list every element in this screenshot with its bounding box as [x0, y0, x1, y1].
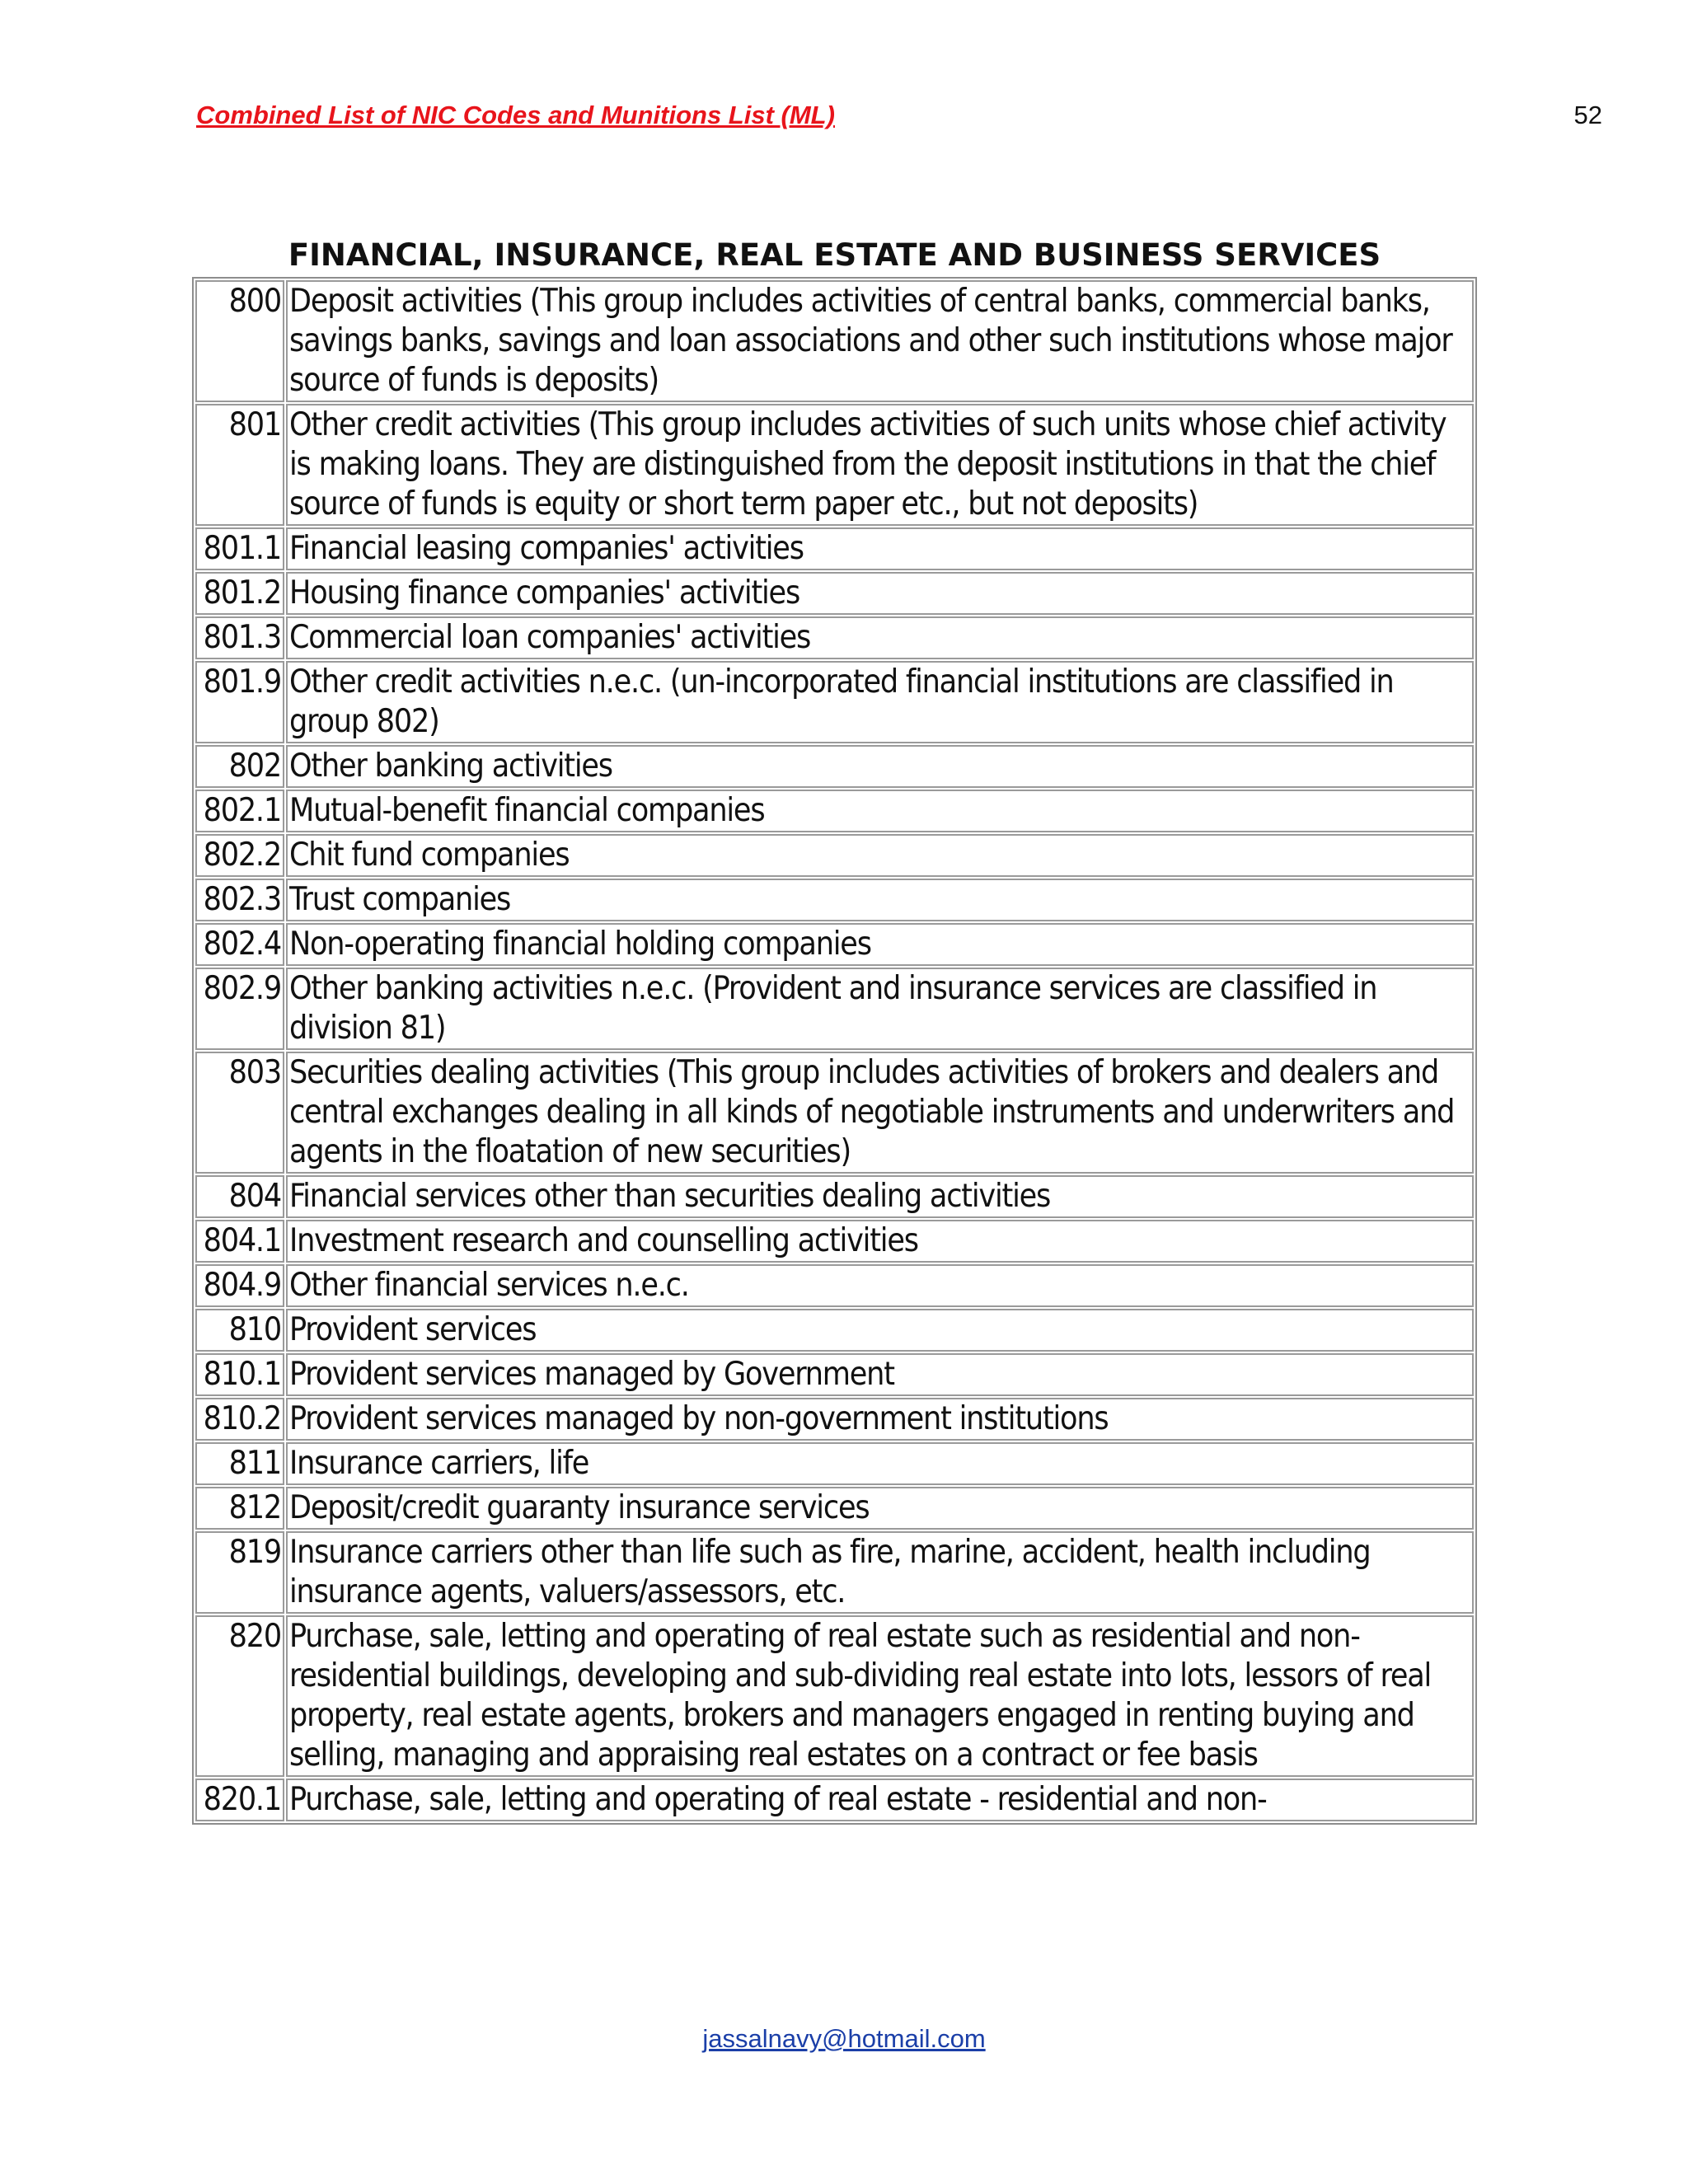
- document-title: Combined List of NIC Codes and Munitions List (ML): [196, 101, 835, 129]
- nic-description-cell: Provident services managed by Government: [286, 1353, 1474, 1396]
- nic-description-cell: Deposit activities (This group includes activities of central banks, commercial banks, savings banks, savings and loan associations and other such institutions whose major source of funds is deposits): [286, 280, 1474, 402]
- nic-code-cell: 801.2: [195, 572, 284, 615]
- nic-description-cell: Financial services other than securities dealing activities: [286, 1175, 1474, 1218]
- table-row: [195, 1175, 1474, 1218]
- nic-description-cell: Insurance carriers other than life such as fire, marine, accident, health including insurance agents, valuers/assessors, etc.: [286, 1531, 1474, 1614]
- table-row: [195, 527, 1474, 570]
- nic-code-cell: 801.9: [195, 661, 284, 743]
- table-row: [195, 1531, 1474, 1614]
- nic-description-cell: Purchase, sale, letting and operating of real estate - residential and non-: [286, 1779, 1474, 1821]
- nic-code-cell: 800: [195, 280, 284, 402]
- table-row: [195, 404, 1474, 526]
- table-row: [195, 1398, 1474, 1441]
- nic-code-cell: 812: [195, 1487, 284, 1530]
- nic-code-cell: 802.9: [195, 968, 284, 1050]
- nic-code-cell: 804.1: [195, 1220, 284, 1263]
- nic-description-cell: Chit fund companies: [286, 834, 1474, 877]
- table-row: [195, 1353, 1474, 1396]
- nic-code-cell: 819: [195, 1531, 284, 1614]
- nic-description-cell: Insurance carriers, life: [286, 1442, 1474, 1485]
- table-row: [195, 1442, 1474, 1485]
- table-row: [195, 1309, 1474, 1352]
- nic-description-cell: Financial leasing companies' activities: [286, 527, 1474, 570]
- nic-description-cell: Purchase, sale, letting and operating of real estate such as residential and non-residential buildings, developing and sub-dividing real estate into lots, lessors of real property, real estate agents, brokers and managers engaged in renting buying and selling, managing and appraising real estates on a contract or fee basis: [286, 1615, 1474, 1777]
- nic-description-cell: Other credit activities (This group includes activities of such units whose chief activity is making loans. They are distinguished from the deposit institutions in that the chief source of funds is equity or short term paper etc., but not deposits): [286, 404, 1474, 526]
- section-heading: FINANCIAL, INSURANCE, REAL ESTATE AND BUSINESS SERVICES: [288, 237, 1381, 273]
- nic-code-cell: 820.1: [195, 1779, 284, 1821]
- nic-description-cell: Other banking activities: [286, 745, 1474, 788]
- table-row: [195, 616, 1474, 659]
- table-row: [195, 834, 1474, 877]
- nic-code-cell: 802.2: [195, 834, 284, 877]
- nic-code-cell: 804: [195, 1175, 284, 1218]
- nic-description-cell: Mutual-benefit financial companies: [286, 790, 1474, 832]
- nic-description-cell: Other banking activities n.e.c. (Provident and insurance services are classified in division 81): [286, 968, 1474, 1050]
- table-row: [195, 1264, 1474, 1307]
- table-row: [195, 1779, 1474, 1821]
- nic-code-cell: 801.3: [195, 616, 284, 659]
- table-row: [195, 923, 1474, 966]
- nic-description-cell: Securities dealing activities (This group includes activities of brokers and dealers and central exchanges dealing in all kinds of negotiable instruments and underwriters and agents in the floatation of new securities): [286, 1052, 1474, 1174]
- table-row: [195, 1052, 1474, 1174]
- nic-description-cell: Non-operating financial holding companies: [286, 923, 1474, 966]
- table-row: [195, 572, 1474, 615]
- table-row: [195, 1615, 1474, 1777]
- nic-description-cell: Housing finance companies' activities: [286, 572, 1474, 615]
- nic-description-cell: Provident services managed by non-government institutions: [286, 1398, 1474, 1441]
- nic-code-cell: 810: [195, 1309, 284, 1352]
- table-row: [195, 1220, 1474, 1263]
- nic-code-cell: 810.1: [195, 1353, 284, 1396]
- nic-code-cell: 802.4: [195, 923, 284, 966]
- nic-description-cell: Provident services: [286, 1309, 1474, 1352]
- nic-code-cell: 820: [195, 1615, 284, 1777]
- nic-code-cell: 802: [195, 745, 284, 788]
- nic-code-cell: 802.3: [195, 879, 284, 921]
- nic-description-cell: Investment research and counselling activities: [286, 1220, 1474, 1263]
- nic-description-cell: Other financial services n.e.c.: [286, 1264, 1474, 1307]
- nic-code-cell: 811: [195, 1442, 284, 1485]
- nic-code-cell: 801: [195, 404, 284, 526]
- table-row: [195, 661, 1474, 743]
- table-row: [195, 879, 1474, 921]
- nic-code-cell: 803: [195, 1052, 284, 1174]
- nic-code-cell: 810.2: [195, 1398, 284, 1441]
- nic-code-cell: 804.9: [195, 1264, 284, 1307]
- table-row: [195, 968, 1474, 1050]
- nic-codes-table: [192, 277, 1477, 1825]
- nic-description-cell: Trust companies: [286, 879, 1474, 921]
- page-number: 52: [1573, 101, 1602, 129]
- table-row: [195, 1487, 1474, 1530]
- nic-code-cell: 802.1: [195, 790, 284, 832]
- table-row: [195, 790, 1474, 832]
- nic-description-cell: Commercial loan companies' activities: [286, 616, 1474, 659]
- nic-description-cell: Other credit activities n.e.c. (un-incorporated financial institutions are classified in group 802): [286, 661, 1474, 743]
- nic-description-cell: Deposit/credit guaranty insurance services: [286, 1487, 1474, 1530]
- nic-code-cell: 801.1: [195, 527, 284, 570]
- footer-email-link[interactable]: jassalnavy@hotmail.com: [702, 2024, 986, 2053]
- table-row: [195, 745, 1474, 788]
- table-row: [195, 280, 1474, 402]
- nic-codes-table-body: [195, 280, 1474, 1821]
